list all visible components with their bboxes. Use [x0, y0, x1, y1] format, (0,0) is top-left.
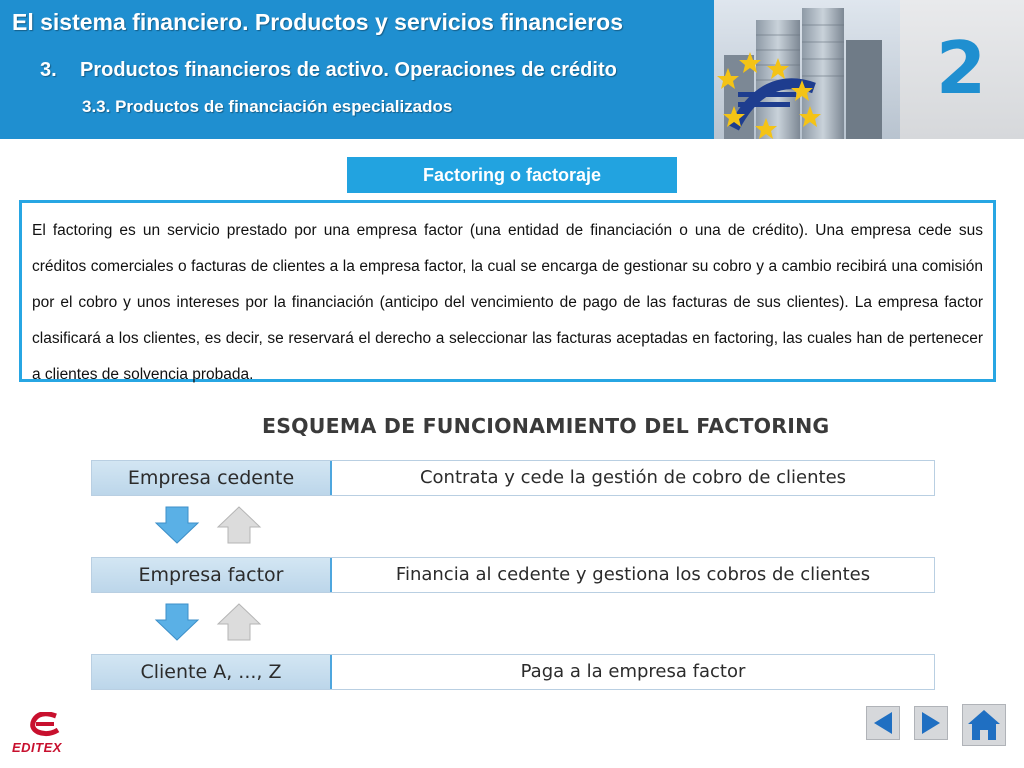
diagram-row-clientes [91, 654, 935, 690]
home-button[interactable] [962, 704, 1006, 746]
chapter-number: 2 [936, 26, 987, 110]
row-label: Empresa factor [92, 558, 330, 592]
header-photo-euro-tower [714, 0, 900, 139]
house-icon [962, 704, 1006, 746]
arrow-up-icon [216, 603, 262, 641]
arrow-down-icon [154, 603, 200, 641]
topic-label: Factoring o factoraje [347, 157, 677, 193]
row-label: Empresa cedente [92, 461, 330, 495]
subsection-heading: 3.3. Productos de financiación especializados [82, 97, 453, 116]
page-title: El sistema financiero. Productos y servicios financieros [12, 9, 624, 35]
logo-wordmark: EDITEX [12, 740, 62, 755]
section-title: Productos financieros de activo. Operaciones de crédito [80, 59, 617, 81]
row-description: Financia al cedente y gestiona los cobros de clientes [330, 558, 934, 592]
triangle-right-icon [914, 706, 948, 740]
editex-logo [12, 712, 78, 760]
definition-box [19, 200, 996, 382]
section-heading [40, 59, 617, 82]
definition-text: El factoring es un servicio prestado por una empresa factor (una entidad de financiación o una de crédito). Una empresa cede sus créditos comerciales o facturas de clientes a la empresa factor, la cual se encarga de gestionar su cobro y a cambio recibirá una comisión por el cobro y unos intereses por la financiación (anticipo del vencimiento de pago de las facturas de sus clientes). La empresa factor clasificará a los clientes, es decir, se reservará el derecho a seleccionar las facturas aceptadas en factoring, las cuales han de pertenecer a clientes de solvencia probada. [32, 222, 983, 383]
arrow-down-icon [154, 506, 200, 544]
row-label: Cliente A, ..., Z [92, 655, 330, 689]
triangle-left-icon [866, 706, 900, 740]
diagram-title: ESQUEMA DE FUNCIONAMIENTO DEL FACTORING [262, 414, 830, 438]
chapter-badge [900, 0, 1024, 139]
previous-slide-button[interactable] [866, 706, 900, 740]
diagram-row-cedente [91, 460, 935, 496]
next-slide-button[interactable] [914, 706, 948, 740]
section-number: 3. [40, 59, 57, 81]
arrow-up-icon [216, 506, 262, 544]
row-description: Paga a la empresa factor [330, 655, 934, 689]
row-description: Contrata y cede la gestión de cobro de clientes [330, 461, 934, 495]
diagram-row-factor [91, 557, 935, 593]
